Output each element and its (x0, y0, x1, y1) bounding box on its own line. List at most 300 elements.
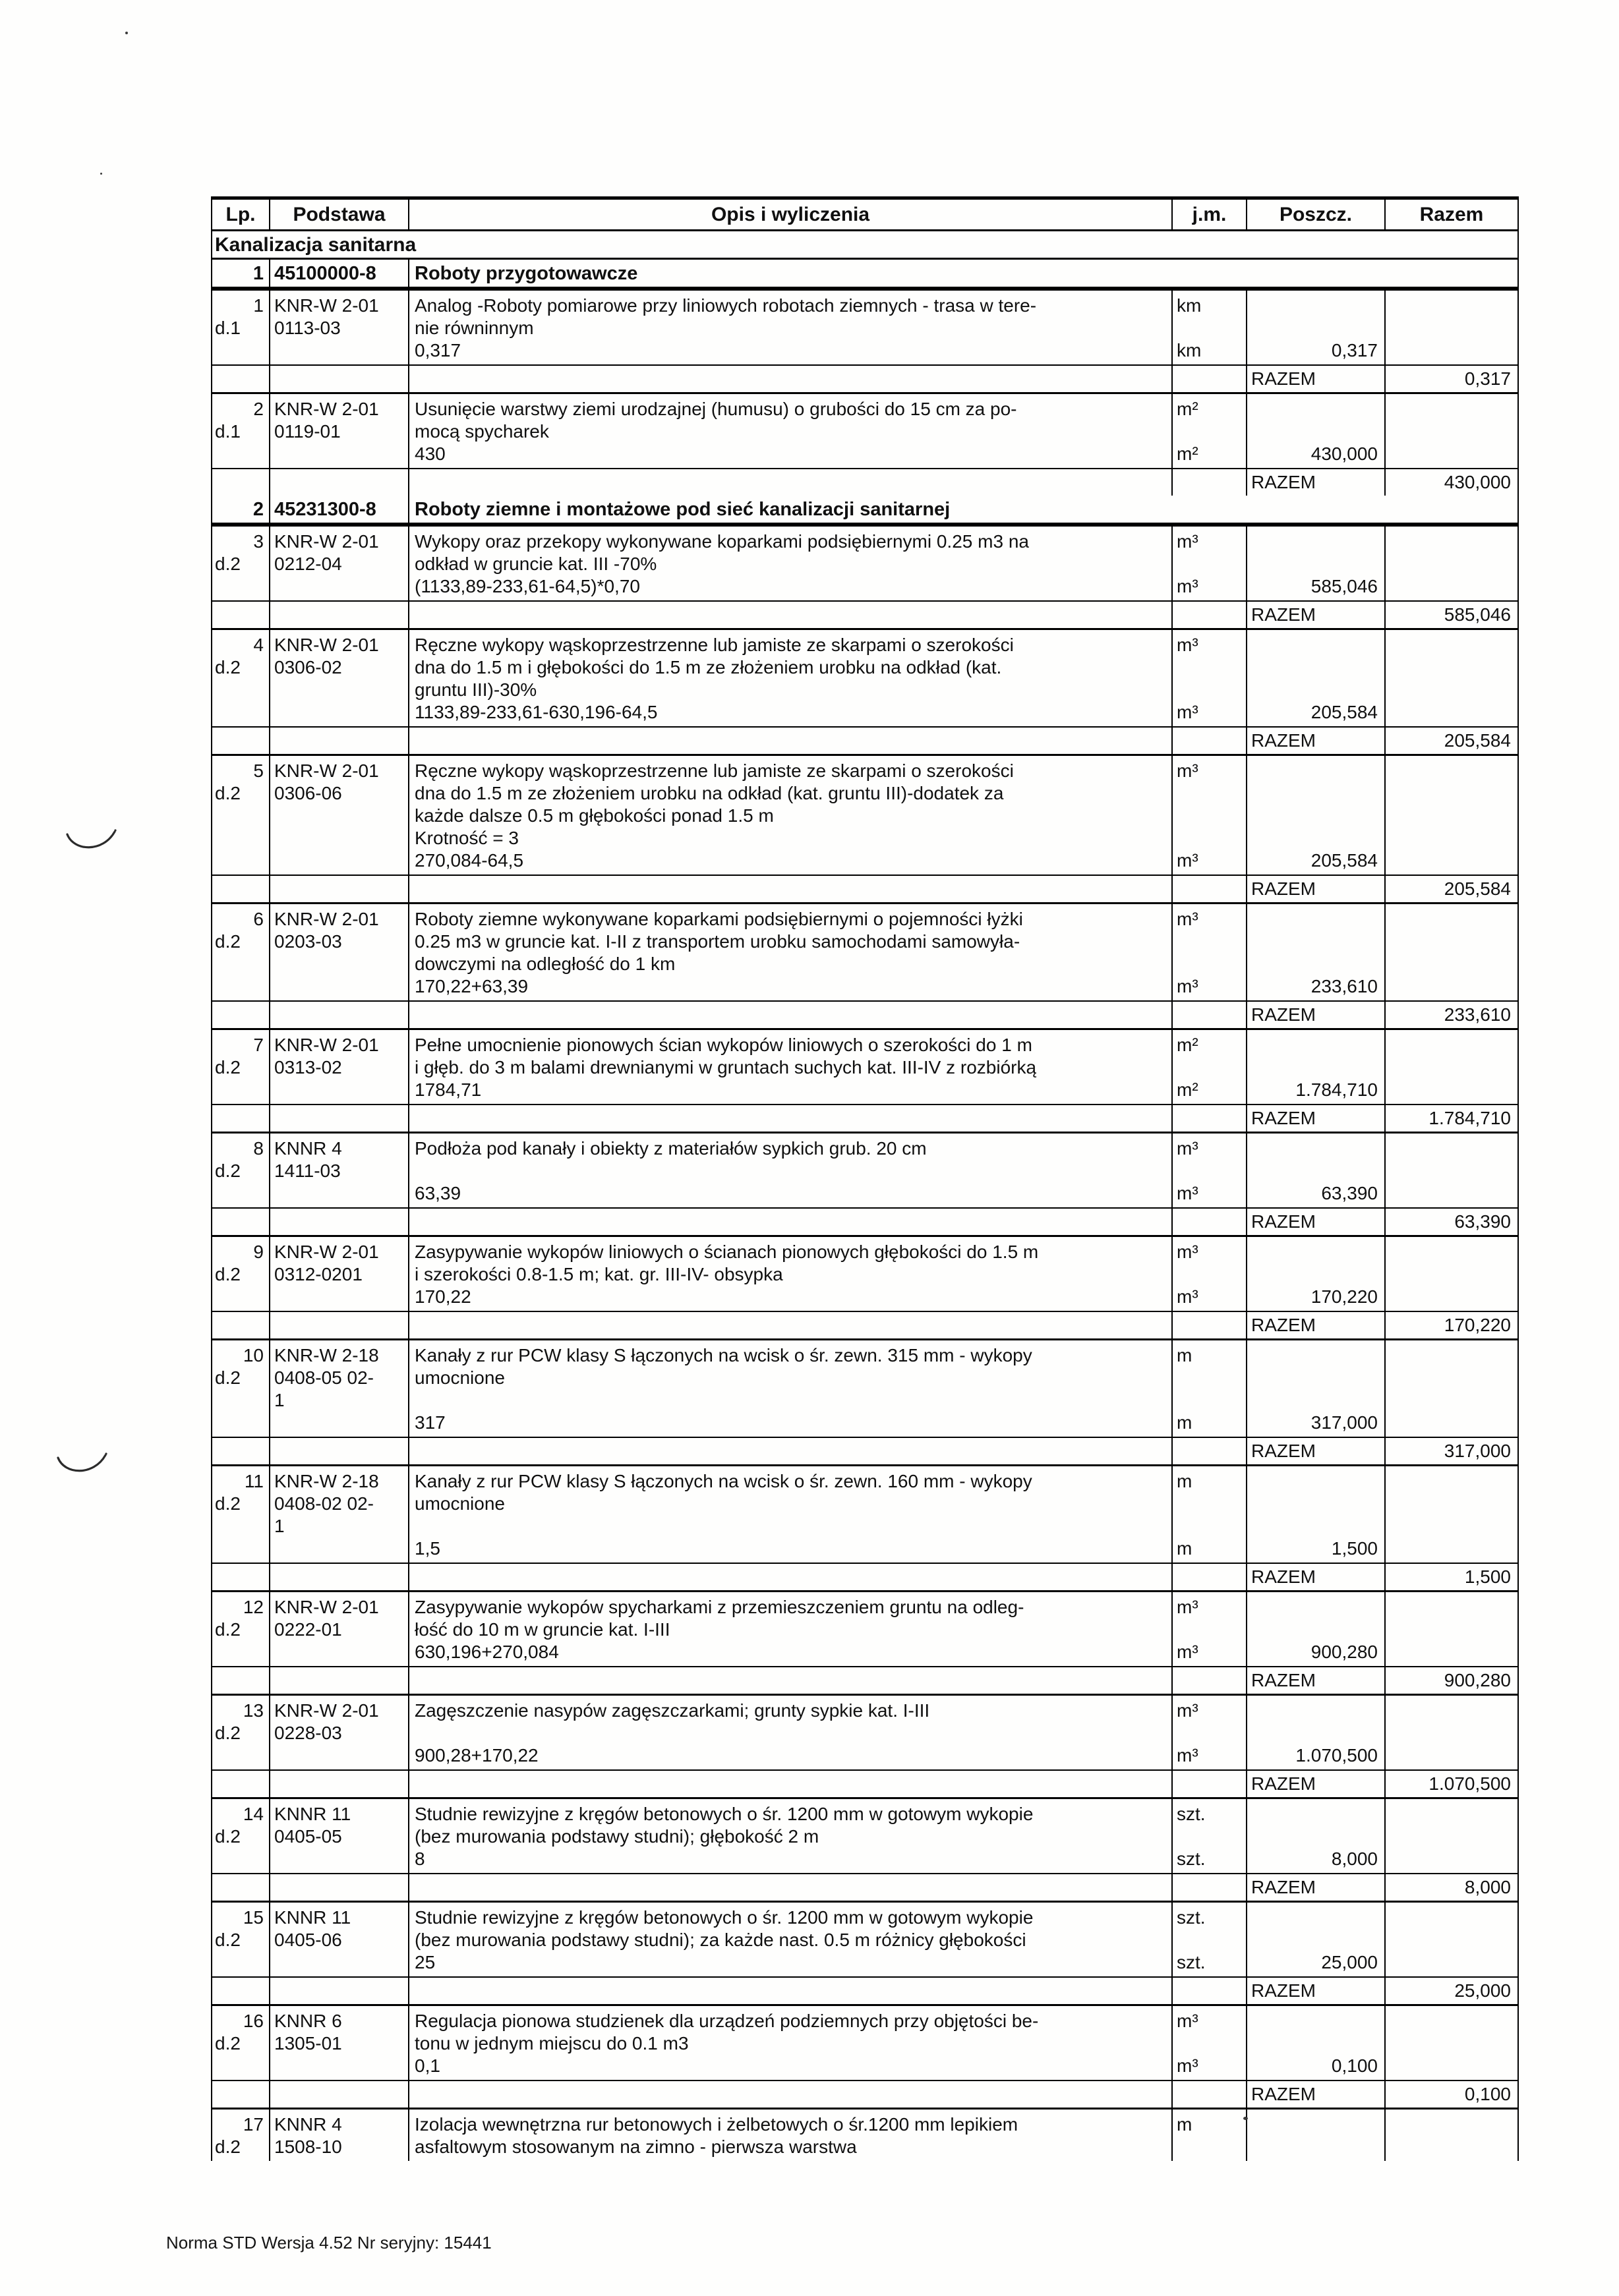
basis-cell (269, 1564, 408, 1590)
basis-cell (269, 1209, 408, 1235)
razem-row (212, 2080, 1517, 2108)
group-title: Roboty przygotowawcze (408, 260, 1517, 287)
description-cell (408, 1134, 1171, 1207)
description-cell (408, 527, 1171, 600)
item-division: d.2 (215, 1264, 241, 1284)
basis-cell (269, 366, 408, 392)
lp-cell (212, 1105, 269, 1132)
total-cell (1384, 1237, 1517, 1311)
razem-label: RAZEM (1246, 1002, 1384, 1028)
razem-row (212, 600, 1517, 628)
calc-line: 8 (415, 1849, 425, 1869)
description-line: dowczymi na odległość do 1 km (415, 954, 676, 974)
description-line: Regulacja pionowa studzienek dla urządzeń podziemnych przy objętości be- (415, 2011, 1039, 2031)
item-division: d.2 (215, 931, 241, 952)
total-cell (1384, 1134, 1517, 1207)
partial-value: 317,000 (1310, 1412, 1378, 1433)
item-division: d.2 (215, 1367, 241, 1388)
calc-line: 0,317 (415, 340, 461, 360)
basis-line: KNR-W 2-01 (274, 1242, 379, 1262)
calc-line: 1784,71 (415, 1079, 482, 1100)
description-cell (408, 2006, 1171, 2080)
item-row (212, 1901, 1517, 1976)
unit-label: m³ (1177, 1745, 1198, 1765)
lp-cell (212, 1002, 269, 1028)
lp-cell (212, 1667, 269, 1694)
calc-line: 270,084-64,5 (415, 850, 524, 871)
description-line: Kanały z rur PCW klasy S łączonych na wcisk o śr. zewn. 160 mm - wykopy (415, 1471, 1032, 1491)
item-number: 17 (243, 2114, 264, 2135)
scan-speck (125, 32, 128, 34)
unit-label: m³ (1177, 576, 1198, 596)
razem-value: 1.070,500 (1384, 1771, 1517, 1797)
partial-value-cell (1246, 527, 1384, 600)
basis-cell (269, 1874, 408, 1901)
item-division: d.2 (215, 1057, 241, 1077)
calc-line: 430 (415, 444, 446, 464)
description-cell (408, 728, 1171, 754)
unit-label: m³ (1177, 1138, 1198, 1159)
description-line: mocą spycharek (415, 421, 549, 442)
unit-label: m³ (1177, 1286, 1198, 1307)
group-title: Roboty ziemne i montażowe pod sieć kanalizacji sanitarnej (408, 496, 1517, 523)
basis-line: KNR-W 2-01 (274, 635, 379, 655)
lp-cell (212, 876, 269, 902)
unit-label: m³ (1177, 1183, 1198, 1203)
unit-cell (1171, 1030, 1246, 1104)
total-cell (1384, 630, 1517, 726)
item-number: 8 (253, 1138, 264, 1159)
partial-value-cell (1246, 1696, 1384, 1769)
lp-cell (212, 1340, 269, 1437)
partial-value-cell (1246, 1237, 1384, 1311)
partial-value-cell (1246, 1030, 1384, 1104)
item-number: 12 (243, 1597, 264, 1617)
lp-cell (212, 904, 269, 1000)
partial-value-cell (1246, 1340, 1384, 1437)
description-line: (bez murowania podstawy studni); głębokość 2 m (415, 1826, 819, 1847)
unit-cell (1171, 1466, 1246, 1563)
razem-label: RAZEM (1246, 1771, 1384, 1797)
basis-cell (269, 1466, 408, 1563)
description-cell (408, 1312, 1171, 1338)
razem-label: RAZEM (1246, 2081, 1384, 2108)
razem-value: 0,100 (1384, 2081, 1517, 2108)
partial-value-cell (1246, 1799, 1384, 1873)
partial-value: 205,584 (1310, 702, 1378, 722)
description-cell (408, 291, 1171, 364)
basis-cell (269, 2006, 408, 2080)
unit-cell (1171, 469, 1246, 496)
razem-value: 900,280 (1384, 1667, 1517, 1694)
unit-cell (1171, 1209, 1246, 1235)
unit-label: m³ (1177, 761, 1198, 781)
description-cell (408, 756, 1171, 875)
lp-cell (212, 630, 269, 726)
description-line: i głęb. do 3 m balami drewnianymi w gruntach suchych kat. III-IV z rozbiórką (415, 1057, 1037, 1077)
basis-line: 1305-01 (274, 2033, 342, 2053)
unit-cell (1171, 1696, 1246, 1769)
total-cell (1384, 2006, 1517, 2080)
group-cpv-code: 45100000-8 (269, 260, 408, 287)
item-division: d.1 (215, 318, 241, 338)
razem-row (212, 726, 1517, 754)
item-number: 16 (243, 2011, 264, 2031)
partial-value-cell (1246, 394, 1384, 468)
group-cpv-code: 45231300-8 (269, 496, 408, 523)
item-division: d.1 (215, 421, 241, 442)
unit-label: szt. (1177, 1907, 1206, 1928)
razem-row (212, 1104, 1517, 1132)
partial-value: 1,500 (1331, 1538, 1378, 1559)
calc-line: 25 (415, 1952, 436, 1972)
razem-value: 205,584 (1384, 876, 1517, 902)
description-cell (408, 1696, 1171, 1769)
description-cell (408, 1564, 1171, 1590)
item-division: d.2 (215, 1619, 241, 1640)
basis-cell (269, 527, 408, 600)
col-header-poszcz: Poszcz. (1246, 200, 1384, 229)
lp-cell (212, 469, 269, 496)
partial-value-cell (1246, 1903, 1384, 1976)
basis-line: KNNR 11 (274, 1804, 351, 1824)
basis-cell (269, 876, 408, 902)
partial-value: 8,000 (1331, 1849, 1378, 1869)
basis-cell (269, 1105, 408, 1132)
lp-cell (212, 1903, 269, 1976)
lp-cell (212, 1312, 269, 1338)
basis-cell (269, 1237, 408, 1311)
unit-label: m² (1177, 444, 1198, 464)
basis-cell (269, 1438, 408, 1464)
basis-cell (269, 1002, 408, 1028)
razem-value: 170,220 (1384, 1312, 1517, 1338)
basis-line: KNR-W 2-01 (274, 761, 379, 781)
description-line: Zasypywanie wykopów liniowych o ścianach pionowych głębokości do 1.5 m (415, 1242, 1039, 1262)
basis-line: 0222-01 (274, 1619, 342, 1640)
basis-line: KNR-W 2-01 (274, 531, 379, 552)
unit-label: szt. (1177, 1952, 1206, 1972)
item-number: 15 (243, 1907, 264, 1928)
partial-value-cell (1246, 291, 1384, 364)
calc-line: 170,22 (415, 1286, 471, 1307)
unit-label: km (1177, 295, 1202, 316)
basis-line: 0203-03 (274, 931, 342, 952)
description-line: Wykopy oraz przekopy wykonywane koparkami podsiębiernymi 0.25 m3 na (415, 531, 1029, 552)
razem-row (212, 875, 1517, 902)
description-line: Roboty ziemne wykonywane koparkami podsiębiernymi o pojemności łyżki (415, 909, 1023, 929)
unit-cell (1171, 1592, 1246, 1666)
razem-label: RAZEM (1246, 1564, 1384, 1590)
description-line: Ręczne wykopy wąskoprzestrzenne lub jamiste ze skarpami o szerokości (415, 635, 1014, 655)
total-cell (1384, 1340, 1517, 1437)
basis-line: KNR-W 2-18 (274, 1471, 379, 1491)
razem-value: 1.784,710 (1384, 1105, 1517, 1132)
partial-value-cell (1246, 904, 1384, 1000)
unit-cell (1171, 1105, 1246, 1132)
lp-cell (212, 1237, 269, 1311)
basis-line: 0312-0201 (274, 1264, 363, 1284)
basis-line: 0113-03 (274, 318, 341, 338)
unit-cell (1171, 1312, 1246, 1338)
description-cell (408, 2109, 1171, 2161)
razem-label: RAZEM (1246, 1667, 1384, 1694)
unit-cell (1171, 728, 1246, 754)
lp-cell (212, 1771, 269, 1797)
basis-cell (269, 1340, 408, 1437)
table-header-row (212, 200, 1517, 231)
partial-value: 900,280 (1310, 1642, 1378, 1662)
description-line: Usunięcie warstwy ziemi urodzajnej (humusu) o grubości do 15 cm za po- (415, 399, 1017, 419)
description-cell (408, 394, 1171, 468)
partial-value-cell (1246, 1592, 1384, 1666)
partial-value: 170,220 (1310, 1286, 1378, 1307)
total-cell (1384, 1466, 1517, 1563)
item-number: 5 (253, 761, 264, 781)
description-line: umocnione (415, 1367, 505, 1388)
item-number: 10 (243, 1345, 264, 1365)
partial-value-cell (1246, 756, 1384, 875)
description-line: Krotność = 3 (415, 828, 519, 848)
pen-mark (55, 1449, 111, 1483)
basis-cell (269, 1771, 408, 1797)
item-row (212, 1590, 1517, 1666)
unit-label: m² (1177, 1035, 1198, 1055)
pen-mark (65, 825, 120, 859)
partial-value: 1.070,500 (1295, 1745, 1378, 1765)
lp-cell (212, 2006, 269, 2080)
item-number: 2 (253, 399, 264, 419)
unit-label: m (1177, 1412, 1192, 1433)
item-row (212, 1132, 1517, 1207)
partial-value: 205,584 (1310, 850, 1378, 871)
lp-cell (212, 1466, 269, 1563)
basis-cell (269, 1799, 408, 1873)
lp-cell (212, 1874, 269, 1901)
description-line: nie równinnym (415, 318, 534, 338)
item-row (212, 289, 1517, 364)
partial-value-cell (1246, 630, 1384, 726)
col-header-razem: Razem (1384, 200, 1517, 229)
basis-cell (269, 2081, 408, 2108)
description-cell (408, 366, 1171, 392)
description-cell (408, 2081, 1171, 2108)
lp-cell (212, 2081, 269, 2108)
razem-label: RAZEM (1246, 1978, 1384, 2004)
description-cell (408, 1978, 1171, 2004)
razem-value: 25,000 (1384, 1978, 1517, 2004)
description-line: tonu w jednym miejscu do 0.1 m3 (415, 2033, 689, 2053)
scan-speck (1243, 2117, 1248, 2120)
unit-label: szt. (1177, 1849, 1206, 1869)
unit-label: m³ (1177, 1642, 1198, 1662)
item-number: 6 (253, 909, 264, 929)
item-division: d.2 (215, 783, 241, 803)
description-cell (408, 1466, 1171, 1563)
total-cell (1384, 1799, 1517, 1873)
description-line: Ręczne wykopy wąskoprzestrzenne lub jamiste ze skarpami o szerokości (415, 761, 1014, 781)
item-row (212, 1694, 1517, 1769)
razem-row (212, 1976, 1517, 2004)
razem-label: RAZEM (1246, 469, 1384, 496)
razem-value: 63,390 (1384, 1209, 1517, 1235)
unit-cell (1171, 756, 1246, 875)
description-line: Zagęszczenie nasypów zagęszczarkami; grunty sypkie kat. I-III (415, 1700, 930, 1721)
col-header-jm: j.m. (1171, 200, 1246, 229)
item-row (212, 525, 1517, 600)
col-header-podstawa: Podstawa (269, 200, 408, 229)
lp-cell (212, 394, 269, 468)
unit-cell (1171, 1002, 1246, 1028)
item-row (212, 1338, 1517, 1437)
razem-label: RAZEM (1246, 1105, 1384, 1132)
item-row (212, 1464, 1517, 1563)
item-division: d.2 (215, 554, 241, 574)
description-line: Izolacja wewnętrzna rur betonowych i żelbetowych o śr.1200 mm lepikiem (415, 2114, 1018, 2135)
unit-cell (1171, 876, 1246, 902)
razem-value: 317,000 (1384, 1438, 1517, 1464)
lp-cell (212, 291, 269, 364)
description-cell (408, 1592, 1171, 1666)
scan-speck (100, 173, 102, 175)
razem-label: RAZEM (1246, 1438, 1384, 1464)
razem-row (212, 1563, 1517, 1590)
lp-cell (212, 1799, 269, 1873)
basis-cell (269, 602, 408, 628)
description-line: Studnie rewizyjne z kręgów betonowych o śr. 1200 mm w gotowym wykopie (415, 1804, 1034, 1824)
razem-row (212, 1666, 1517, 1694)
item-number: 9 (253, 1242, 264, 1262)
basis-cell (269, 291, 408, 364)
item-number: 14 (243, 1804, 264, 1824)
basis-cell (269, 469, 408, 496)
footer-program-info: Norma STD Wersja 4.52 Nr seryjny: 15441 (166, 2233, 492, 2253)
basis-line: 0212-04 (274, 554, 342, 574)
item-number: 4 (253, 635, 264, 655)
description-cell (408, 1209, 1171, 1235)
item-number: 11 (244, 1471, 264, 1491)
description-cell (408, 469, 1171, 496)
basis-cell (269, 1592, 408, 1666)
group-number: 2 (252, 499, 264, 520)
unit-cell (1171, 1799, 1246, 1873)
description-cell (408, 1105, 1171, 1132)
basis-line: 1508-10 (274, 2137, 342, 2157)
partial-value-cell (1246, 2006, 1384, 2080)
unit-label: m³ (1177, 1700, 1198, 1721)
basis-line: 1411-03 (274, 1161, 341, 1181)
description-line: dna do 1.5 m ze złożeniem urobku na odkład (kat. gruntu III)-dodatek za (415, 783, 1004, 803)
unit-label: m³ (1177, 635, 1198, 655)
item-division: d.2 (215, 1826, 241, 1847)
lp-cell (212, 1134, 269, 1207)
description-line: dna do 1.5 m i głębokości do 1.5 m ze złożeniem urobku na odkład (kat. (415, 657, 1002, 677)
basis-line: KNR-W 2-18 (274, 1345, 379, 1365)
item-row (212, 2108, 1517, 2161)
description-cell (408, 1903, 1171, 1976)
basis-line: KNNR 4 (274, 2114, 342, 2135)
description-cell (408, 1030, 1171, 1104)
razem-value: 233,610 (1384, 1002, 1517, 1028)
partial-value: 0,100 (1331, 2055, 1378, 2076)
razem-row (212, 364, 1517, 392)
basis-line: 1 (274, 1390, 285, 1410)
description-line: Pełne umocnienie pionowych ścian wykopów liniowych o szerokości do 1 m (415, 1035, 1032, 1055)
lp-cell (212, 1978, 269, 2004)
lp-cell (212, 1030, 269, 1104)
lp-cell (212, 1209, 269, 1235)
basis-cell (269, 1667, 408, 1694)
total-cell (1384, 394, 1517, 468)
description-cell (408, 602, 1171, 628)
lp-cell (212, 366, 269, 392)
lp-cell (212, 728, 269, 754)
item-number: 1 (253, 295, 264, 316)
unit-label: m³ (1177, 976, 1198, 996)
lp-cell (212, 602, 269, 628)
razem-label: RAZEM (1246, 1209, 1384, 1235)
item-row (212, 1797, 1517, 1873)
razem-label: RAZEM (1246, 1312, 1384, 1338)
description-line: Zasypywanie wykopów spycharkami z przemieszczeniem gruntu na odleg- (415, 1597, 1024, 1617)
description-line: 0.25 m3 w gruncie kat. I-II z transportem urobku samochodami samowyła- (415, 931, 1020, 952)
item-division: d.2 (215, 1930, 241, 1950)
razem-label: RAZEM (1246, 1874, 1384, 1901)
unit-cell (1171, 291, 1246, 364)
description-line: Podłoża pod kanały i obiekty z materiałów sypkich grub. 20 cm (415, 1138, 927, 1159)
basis-cell (269, 2109, 408, 2161)
razem-value: 205,584 (1384, 728, 1517, 754)
partial-value: 233,610 (1310, 976, 1378, 996)
description-line: gruntu III)-30% (415, 679, 537, 700)
section-row: Kanalizacja sanitarna (212, 231, 1517, 260)
description-line: asfaltowym stosowanym na zimno - pierwsza warstwa (415, 2137, 857, 2157)
item-division: d.2 (215, 1161, 241, 1181)
unit-label: m² (1177, 399, 1198, 419)
partial-value: 585,046 (1310, 576, 1378, 596)
total-cell (1384, 904, 1517, 1000)
razem-label: RAZEM (1246, 366, 1384, 392)
description-line: odkład w gruncie kat. III -70% (415, 554, 657, 574)
lp-cell (212, 1438, 269, 1464)
description-line: każde dalsze 0.5 m głębokości ponad 1.5 m (415, 805, 774, 826)
col-header-opis: Opis i wyliczenia (408, 200, 1171, 229)
unit-cell (1171, 602, 1246, 628)
unit-label: m³ (1177, 702, 1198, 722)
unit-cell (1171, 1134, 1246, 1207)
unit-cell (1171, 2006, 1246, 2080)
basis-line: 0405-06 (274, 1930, 342, 1950)
item-row (212, 1028, 1517, 1104)
description-line: Kanały z rur PCW klasy S łączonych na wcisk o śr. zewn. 315 mm - wykopy (415, 1345, 1032, 1365)
group-number: 1 (252, 263, 264, 284)
total-cell (1384, 1903, 1517, 1976)
basis-line: 0228-03 (274, 1723, 342, 1743)
unit-cell (1171, 1438, 1246, 1464)
lp-cell (212, 756, 269, 875)
item-division: d.2 (215, 657, 241, 677)
cost-estimate-table (211, 196, 1519, 2161)
description-cell (408, 1874, 1171, 1901)
unit-label: m (1177, 2114, 1192, 2135)
basis-cell (269, 1978, 408, 2004)
total-cell (1384, 2109, 1517, 2161)
total-cell (1384, 1592, 1517, 1666)
razem-value: 8,000 (1384, 1874, 1517, 1901)
calc-line: 0,1 (415, 2055, 440, 2076)
basis-cell (269, 394, 408, 468)
razem-row (212, 1207, 1517, 1235)
